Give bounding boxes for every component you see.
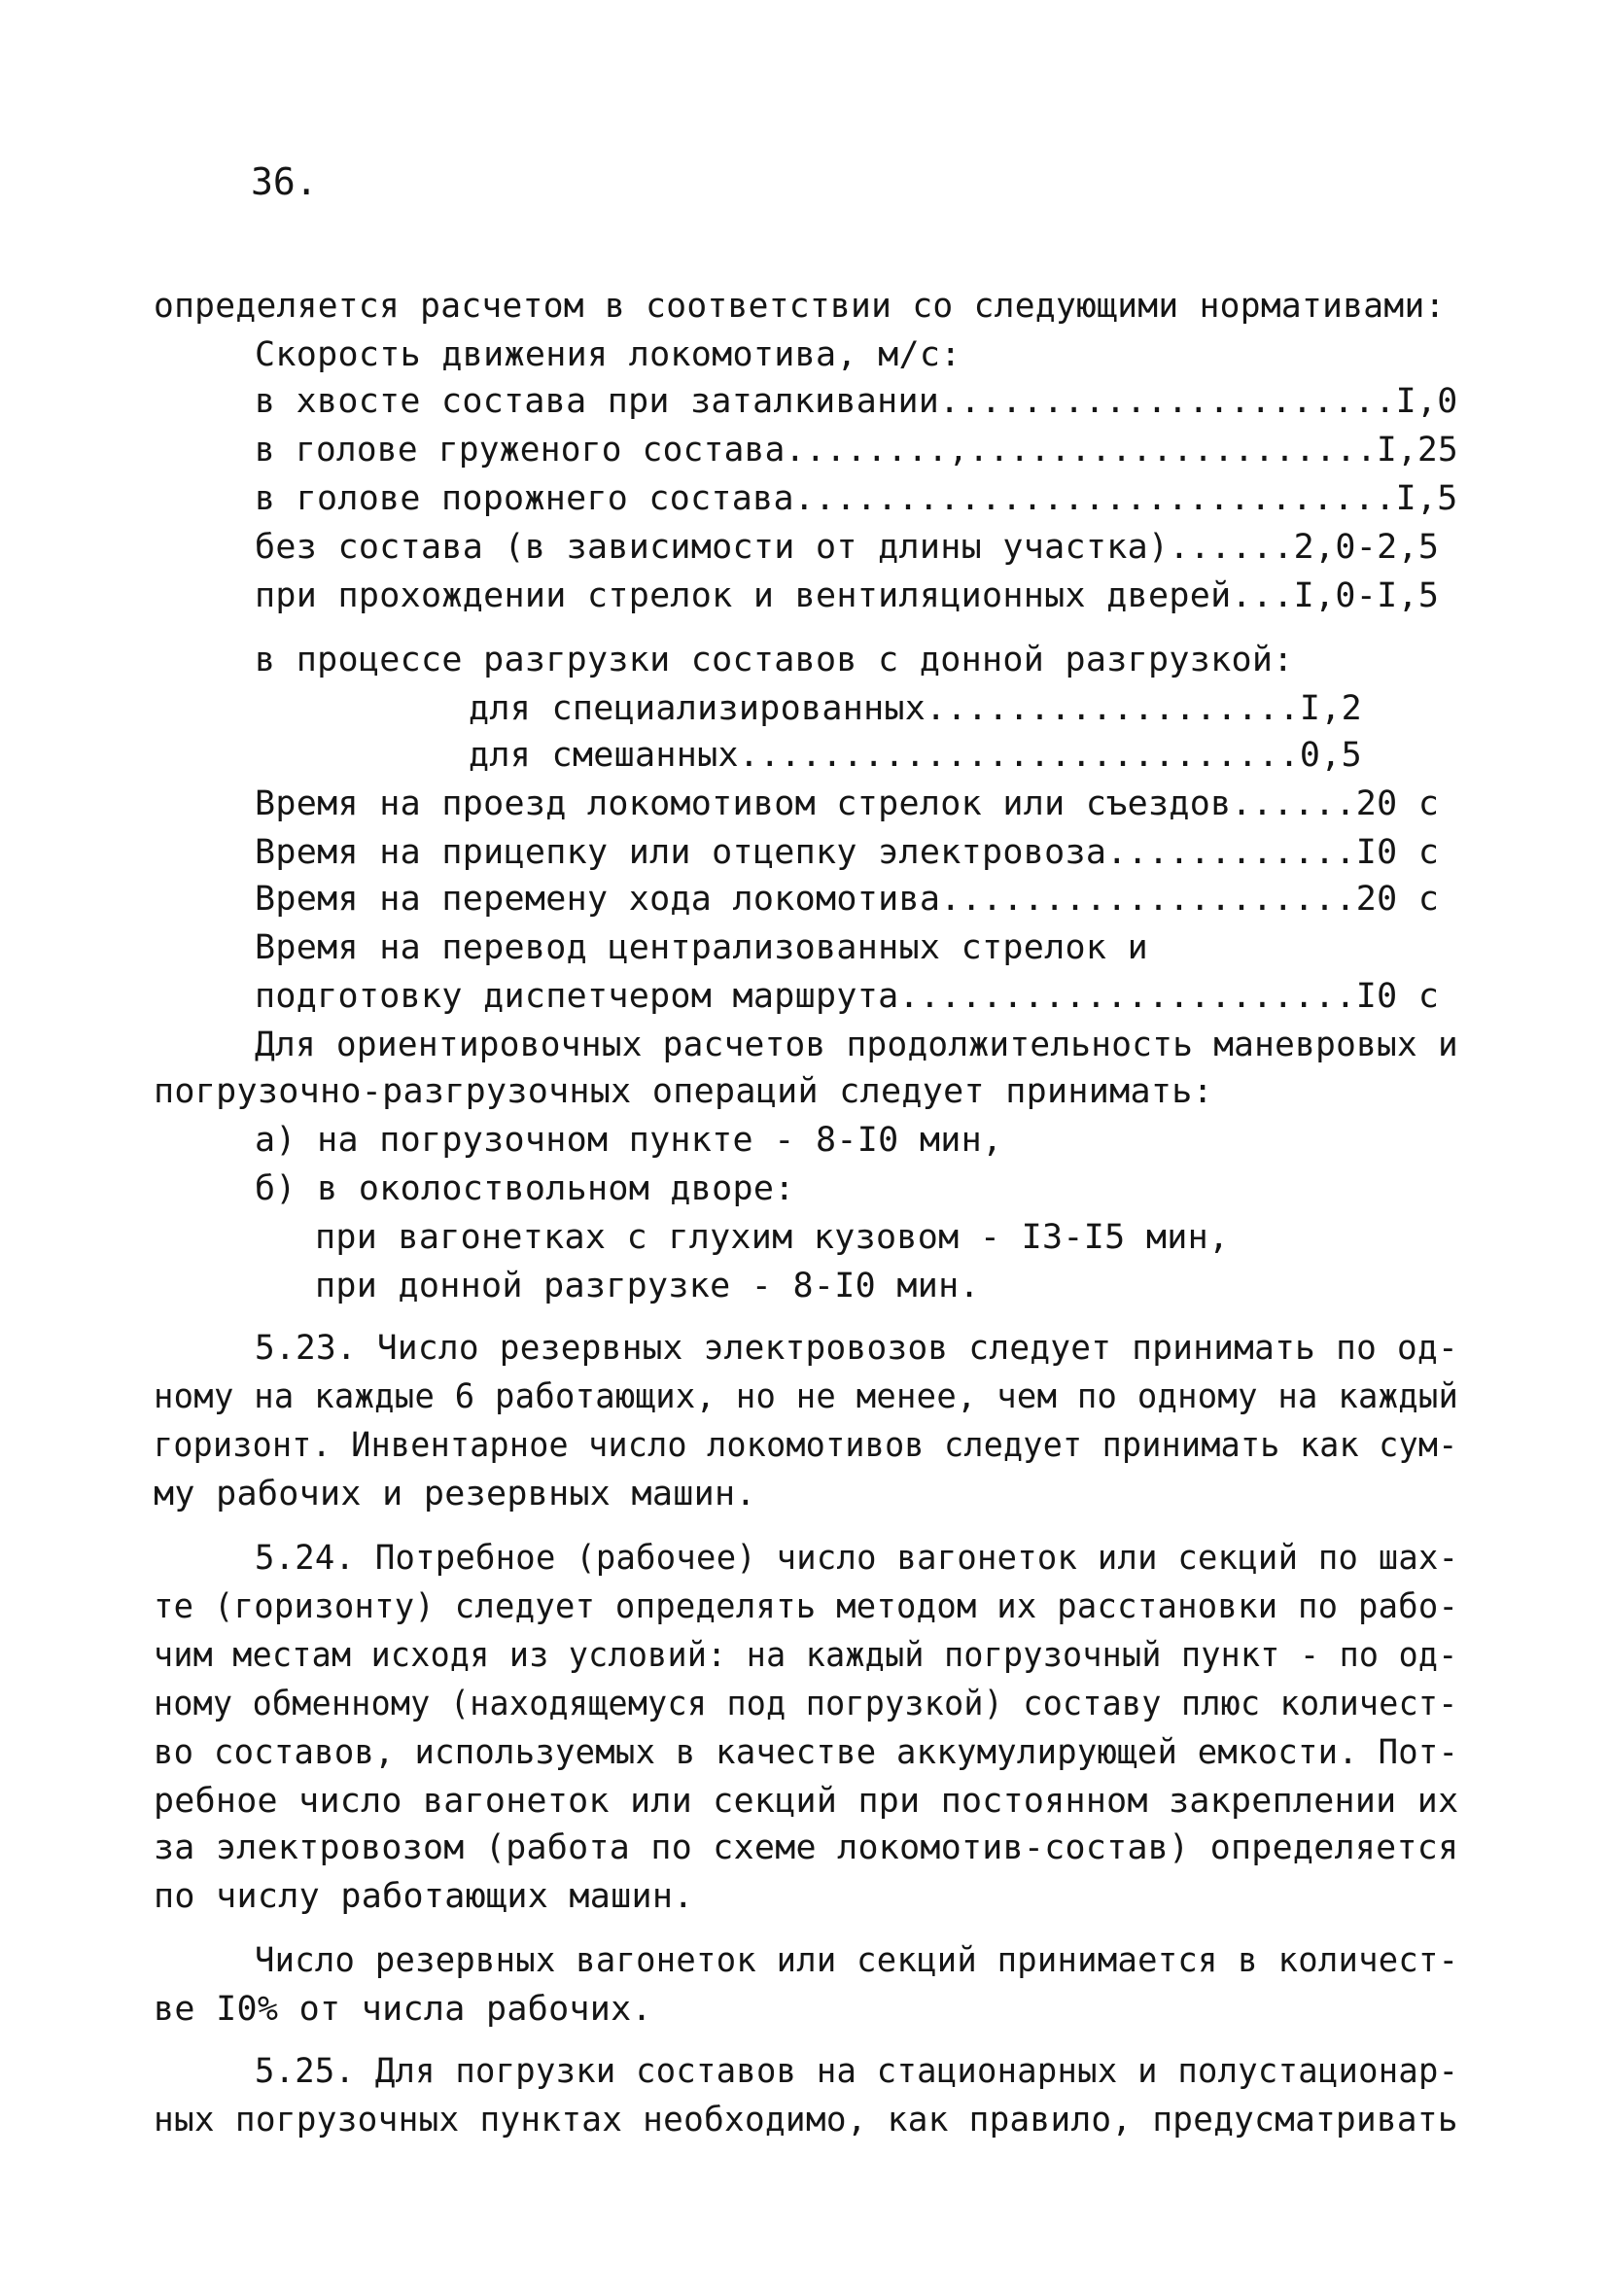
text-line: в хвосте состава при заталкивании......................I,0 (255, 382, 1458, 421)
text-line: Число резервных вагонеток или секций принимается в количест- (255, 1941, 1459, 1980)
text-line: в процессе разгрузки составов с донной разгрузкой: (255, 641, 1294, 679)
text-line: ребное число вагонеток или секций при постоянном закреплении их (154, 1782, 1459, 1821)
text-line: 5.24. Потребное (рабочее) число вагонеток или секций по шах- (255, 1539, 1459, 1578)
text-line: Скорость движения локомотива, м/с: (255, 335, 961, 374)
text-line: Для ориентировочных расчетов продолжительность маневровых и (255, 1026, 1458, 1064)
text-line: чим местам исходя из условий: на каждый погрузочный пункт - по од- (154, 1636, 1458, 1675)
text-line: при прохождении стрелок и вентиляционных дверей...I,0-I,5 (255, 576, 1440, 615)
text-line: по числу работающих машин. (154, 1877, 694, 1916)
text-line: горизонт. Инвентарное число локомотивов следует принимать как сум- (154, 1426, 1458, 1465)
text-line: ных погрузочных пунктах необходимо, как правило, предусматривать (154, 2101, 1458, 2139)
text-line: в голове порожнего состава.............................I,5 (255, 479, 1458, 518)
text-line: Время на проезд локомотивом стрелок или съездов......20 с (255, 784, 1440, 823)
text-line: в голове груженого состава........,....................I,25 (255, 431, 1458, 470)
text-line: при донной разгрузке - 8-I0 мин. (315, 1267, 980, 1305)
text-line: б) в околоствольном дворе: (255, 1169, 795, 1208)
text-line: Время на перемену хода локомотива....................20 с (255, 880, 1440, 919)
text-line: для смешанных...........................0,5 (469, 736, 1362, 775)
text-line: ному на каждые 6 работающих, но не менее, чем по одному на каждый (154, 1377, 1459, 1416)
text-line: определяется расчетом в соответствии со следующими нормативами: (154, 287, 1446, 326)
text-line: за электровозом (работа по схеме локомотив-состав) определяется (154, 1828, 1459, 1867)
text-line: без состава (в зависимости от длины участка)......2,0-2,5 (255, 528, 1440, 567)
page-number: 36. (251, 160, 318, 203)
text-line: му рабочих и резервных машин. (154, 1475, 756, 1513)
text-line: ному обменному (находящемуся под погрузкой) составу плюс количест- (154, 1685, 1458, 1723)
text-line: для специализированных..................I,2 (469, 689, 1362, 728)
text-line: подготовку диспетчером маршрута......................I0 с (255, 977, 1440, 1016)
text-line: во составов, используемых в качестве аккумулирующей емкости. Пот- (154, 1733, 1459, 1772)
text-line: 5.25. Для погрузки составов на стационарных и полустационар- (255, 2052, 1459, 2091)
text-line: при вагонетках с глухим кузовом - I3-I5 мин, (315, 1218, 1230, 1257)
text-line: те (горизонту) следует определять методом их расстановки по рабо- (154, 1587, 1459, 1626)
text-line: 5.23. Число резервных электровозов следует принимать по од- (255, 1329, 1458, 1368)
text-line: а) на погрузочном пункте - 8-I0 мин, (255, 1121, 1003, 1160)
text-line: ве I0% от числа рабочих. (154, 1990, 652, 2029)
text-line: погрузочно-разгрузочных операций следует принимать: (154, 1072, 1213, 1111)
text-line: Время на прицепку или отцепку электровоза............I0 с (255, 833, 1440, 872)
text-line: Время на перевод централизованных стрелок и (255, 928, 1148, 967)
